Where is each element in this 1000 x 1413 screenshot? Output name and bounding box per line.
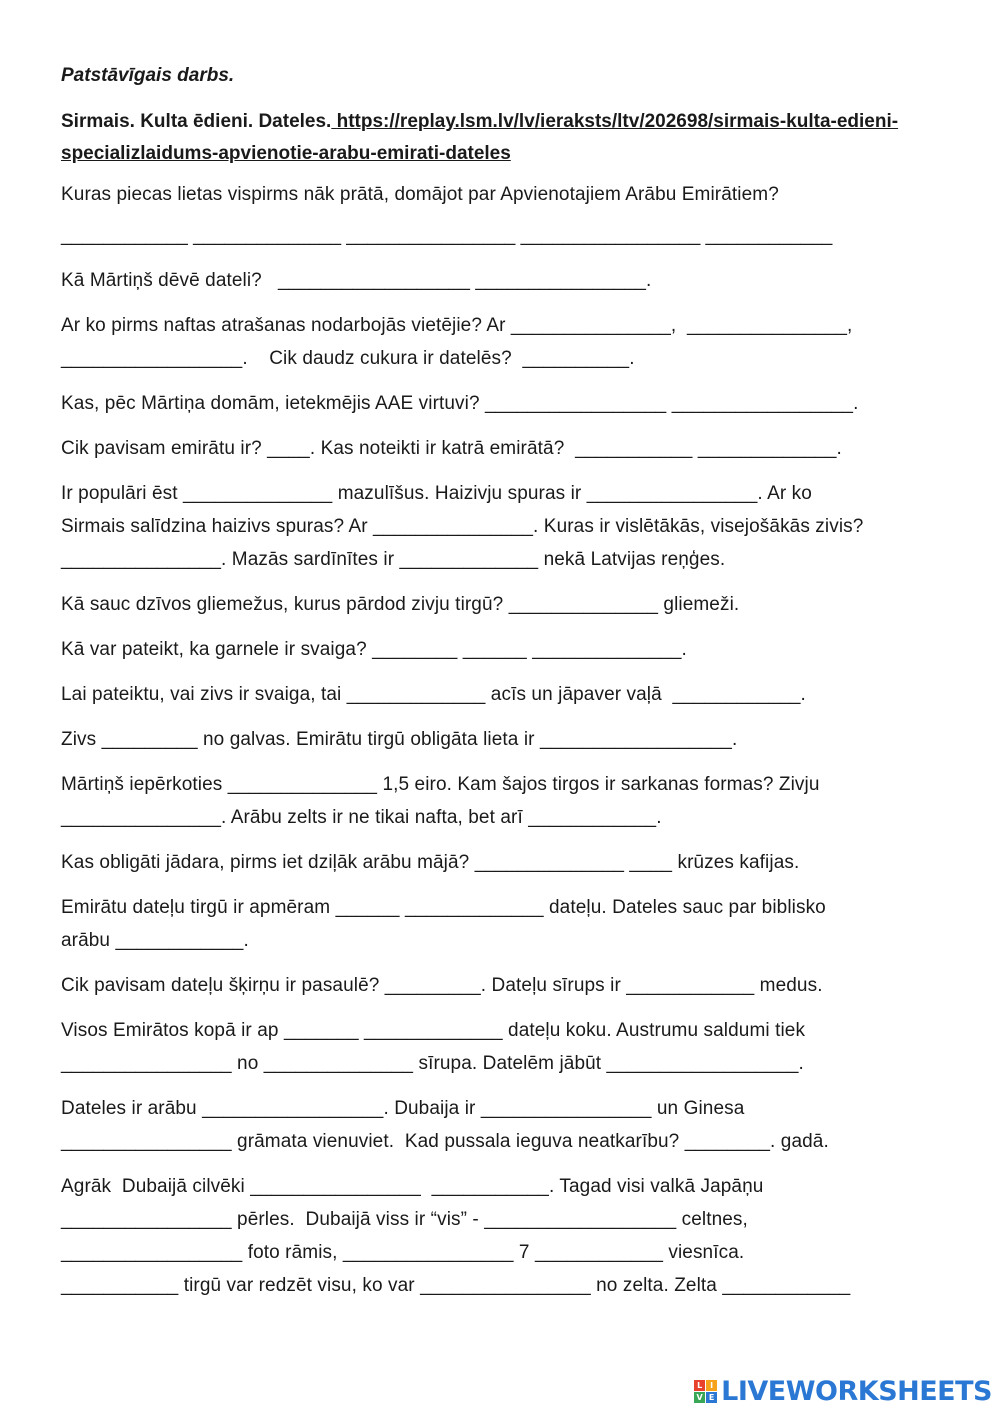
question-10: Zivs _________ no galvas. Emirātu tirgū obligāta lieta ir __________________. (61, 729, 738, 750)
logo-mark-i: I (706, 1380, 717, 1391)
question-4: Kas, pēc Mārtiņa domām, ietekmējis AAE virtuvi? _________________ _________________. (61, 393, 859, 414)
question-8: Kā var pateikt, ka garnele ir svaiga? ________ ______ ______________. (61, 639, 687, 660)
heading-label: Sirmais. Kulta ēdieni. Dateles. (61, 111, 332, 132)
question-3: Ar ko pirms naftas atrašanas nodarbojās vietējie? Ar _______________, _______________, _________________. Cik daudz cukura ir datelēs? __________. (61, 315, 853, 369)
question-12: Kas obligāti jādara, pirms iet dziļāk arābu mājā? ______________ ____ krūzes kafijas. (61, 852, 800, 873)
answer-blanks-1[interactable]: ____________ ______________ ________________ _________________ ____________ (61, 225, 833, 246)
question-2: Kā Mārtiņš dēvē dateli? __________________ ________________. (61, 270, 652, 291)
logo-text: LIVEWORKSHEETS (721, 1376, 992, 1407)
logo-mark-v: V (694, 1392, 705, 1403)
question-1: Kuras piecas lietas vispirms nāk prātā, domājot par Apvienotajiem Arābu Emirātiem? (61, 184, 779, 205)
question-6: Ir populāri ēst ______________ mazulīšus. Haizivju spuras ir ________________. Ar ko Sirmais salīdzina haizivs spuras? Ar _______________. Kuras ir vislētākās, visejošākās zivis? _______________. Mazās sardīnītes ir _____________ nekā Latvijas reņģes. (61, 483, 864, 570)
logo-mark-icon (694, 1380, 717, 1403)
question-11: Mārtiņš iepērkoties ______________ 1,5 eiro. Kam šajos tirgos ir sarkanas formas? Zivju _______________. Arābu zelts ir ne tikai nafta, bet arī ____________. (61, 774, 820, 828)
heading (61, 106, 941, 170)
worksheet (61, 64, 941, 1314)
question-9: Lai pateiktu, vai zivs ir svaiga, tai _____________ acīs un jāpaver vaļā ____________. (61, 684, 806, 705)
page-title: Patstāvīgais darbs. (61, 65, 235, 86)
liveworksheets-logo (694, 1376, 992, 1407)
question-15: Visos Emirātos kopā ir ap _______ _____________ dateļu koku. Austrumu saldumi tiek ________________ no ______________ sīrupa. Datelēm jābūt __________________. (61, 1020, 806, 1074)
question-7: Kā sauc dzīvos gliemežus, kurus pārdod zivju tirgū? ______________ gliemeži. (61, 594, 740, 615)
question-17: Agrāk Dubaijā cilvēki ________________ ___________. Tagad visi valkā Japāņu ________________ pērles. Dubaijā viss ir “vis” - __________________ celtnes, _________________ foto rāmis, ________________ 7 ____________ viesnīca. ___________ tirgū var redzēt visu, ko var ________________ no zelta. Zelta ____________ (61, 1176, 851, 1296)
video-link[interactable]: https://replay.lsm.lv/lv/ieraksts/ltv/202698/sirmais-kulta-edieni-specializlaidums-apvienotie-arabu-emirati-dateles (61, 111, 899, 164)
question-14: Cik pavisam dateļu šķirņu ir pasaulē? _________. Dateļu sīrups ir ____________ medus. (61, 975, 823, 996)
question-5: Cik pavisam emirātu ir? ____. Kas noteikti ir katrā emirātā? ___________ _____________. (61, 438, 842, 459)
question-16: Dateles ir arābu _________________. Dubaija ir ________________ un Ginesa ________________ grāmata vienuviet. Kad pussala ieguva neatkarību? ________. gadā. (61, 1098, 829, 1152)
logo-mark-l: L (694, 1380, 705, 1391)
logo-mark-e: E (706, 1392, 717, 1403)
question-13: Emirātu dateļu tirgū ir apmēram ______ _____________ dateļu. Dateles sauc par biblisko arābu ____________. (61, 897, 826, 951)
